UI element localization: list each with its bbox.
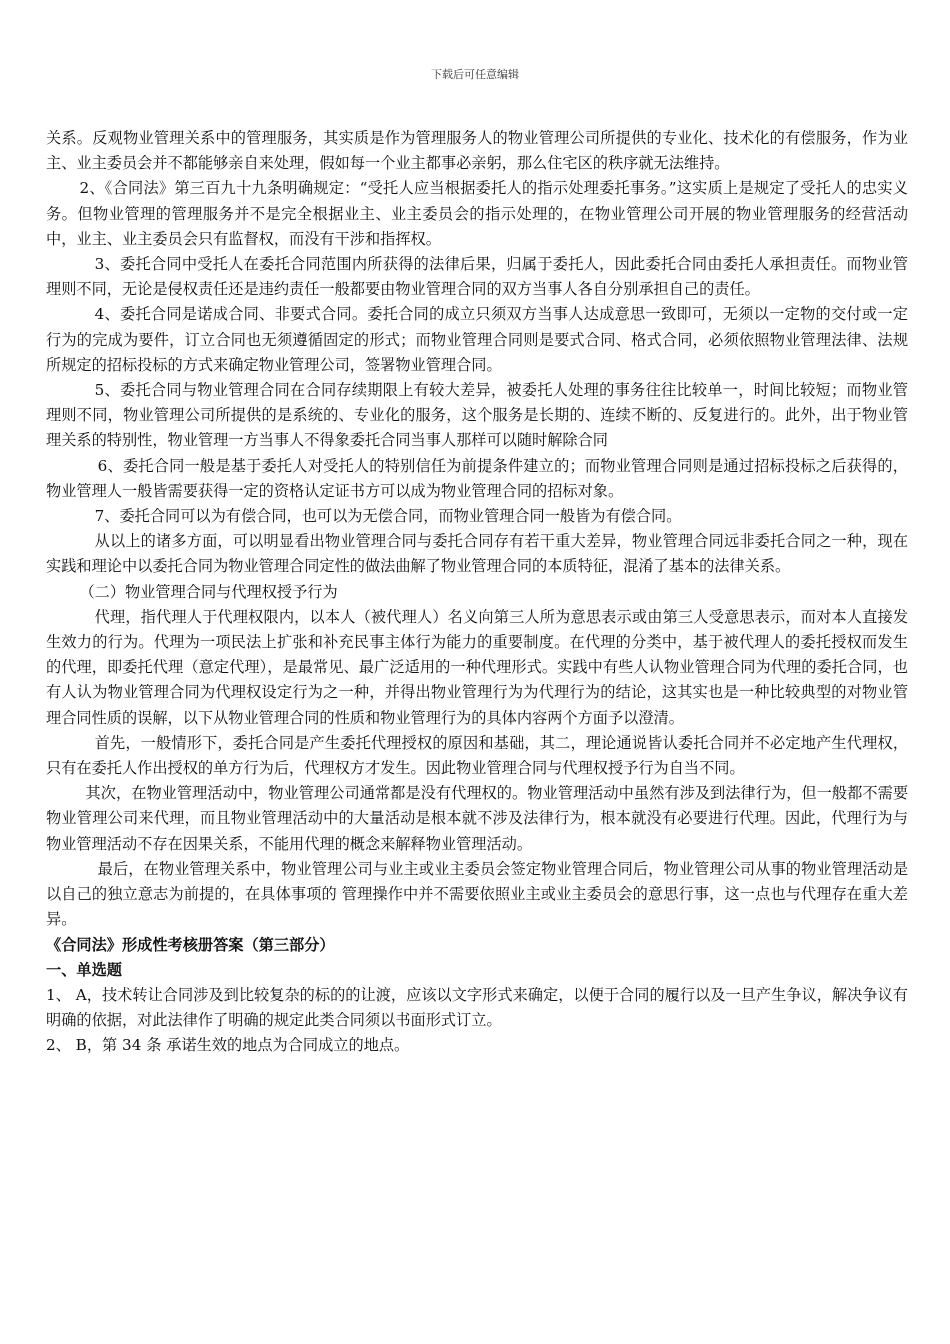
answer-item: 2、 B，第 34 条 承诺生效的地点为合同成立的地点。: [46, 1036, 410, 1055]
paragraph: 首先，一般情形下，委托合同是产生委托代理授权的原因和基础，其二，理论通说皆认委托合同并不必定地产生代理权，只有在委托人作出授权的单方行为后，代理权方才发生。因此物业管理合同与代理权授予行为自当不同。: [46, 733, 908, 778]
paragraph: 3、委托合同中受托人在委托合同范围内所获得的法律后果，归属于委托人，因此委托合同由委托人承担责任。而物业管理则不同，无论是侵权责任还是违约责任一般都要由物业管理合同的双方当事人各自分别承担自己的责任。: [46, 255, 908, 299]
part-title: 《合同法》形成性考核册答案（第三部分）: [46, 935, 335, 954]
section-heading: （二）物业管理合同与代理权授予行为: [79, 582, 338, 601]
page-header: 下载后可任意编辑: [431, 68, 519, 81]
paragraph: 最后，在物业管理关系中，物业管理公司与业主或业主委员会签定物业管理合同后，物业管理公司从事的物业管理活动是以自己的独立意志为前提的，在具体事项的 管理操作中并不需要依照业主或业主委员会的意思行事，这一点也与代理存在重大差异。: [46, 859, 908, 929]
subsection-title: 一、单选题: [46, 960, 122, 979]
paragraph: 4、委托合同是诺成合同、非要式合同。委托合同的成立只须双方当事人达成意思一致即可，无须以一定物的交付或一定行为的完成为要件，订立合同也无须遵循固定的形式；而物业管理合同则是要式合同、格式合同，必须依照物业管理法律、法规所规定的招标投标的方式来确定物业管理公司，签署物业管理合同。: [46, 305, 908, 374]
paragraph: 7、委托合同可以为有偿合同，也可以为无偿合同，而物业管理合同一般皆为有偿合同。: [94, 507, 682, 526]
paragraph: 5、委托合同与物业管理合同在合同存续期限上有较大差异，被委托人处理的事务往往比较单一，时间比较短；而物业管理则不同，物业管理公司所提供的是系统的、专业化的服务，这个服务是长期的、连续不断的、反复进行的。此外，出于物业管理关系的特别性，物业管理一方当事人不得象委托合同当事人那样可以随时解除合同: [46, 381, 908, 450]
paragraph: 从以上的诸多方面，可以明显看出物业管理合同与委托合同存有若干重大差异，物业管理合同远非委托合同之一种，现在实践和理论中以委托合同为物业管理合同定性的做法曲解了物业管理合同的本质特征，混淆了基本的法律关系。: [46, 532, 908, 576]
document-body: [46, 126, 908, 1059]
paragraph: 关系。反观物业管理关系中的管理服务，其实质是作为管理服务人的物业管理公司所提供的专业化、技术化的有偿服务，作为业主、业主委员会并不都能够亲自来处理，假如每一个业主都事必亲躬，那么住宅区的秩序就无法维持。: [46, 129, 908, 173]
paragraph: 2、《合同法》第三百九十九条明确规定：“受托人应当根据委托人的指示处理委托事务。”这实质上是规定了受托人的忠实义务。但物业管理的管理服务并不是完全根据业主、业主委员会的指示处理的，在物业管理公司开展的物业管理服务的经营活动中，业主、业主委员会只有监督权，而没有干涉和指挥权。: [46, 179, 908, 248]
paragraph: 6、委托合同一般是基于委托人对受托人的特别信任为前提条件建立的；而物业管理合同则是通过招标投标之后获得的，物业管理人一般皆需要获得一定的资格认定证书方可以成为物业管理合同的招标对象。: [46, 456, 908, 500]
paragraph: 代理，指代理人于代理权限内，以本人（被代理人）名义向第三人所为意思表示或由第三人受意思表示，而对本人直接发生效力的行为。代理为一项民法上扩张和补充民事主体行为能力的重要制度。在代理的分类中，基于被代理人的委托授权而发生的代理，即委托代理（意定代理），是最常见、最广泛适用的一种代理形式。实践中有些人认物业管理合同为代理的委托合同，也有人认为物业管理合同为代理权设定行为之一种，并得出物业管理行为为代理行为的结论，这其实也是一种比较典型的对物业管理合同性质的误解，以下从物业管理合同的性质和物业管理行为的具体内容两个方面予以澄清。: [46, 607, 908, 727]
answer-item: 1、 A，技术转让合同涉及到比较复杂的标的的让渡，应该以文字形式来确定，以便于合同的履行以及一旦产生争议，解决争议有明确的依据，对此法律作了明确的规定此类合同须以书面形式订立。: [46, 985, 908, 1030]
paragraph: 其次，在物业管理活动中，物业管理公司通常都是没有代理权的。物业管理活动中虽然有涉及到法律行为，但一般都不需要物业管理公司来代理，而且物业管理活动中的大量活动是根本就不涉及法律行为，根本就没有必要进行代理。因此，代理行为与物业管理活动不存在因果关系，不能用代理的概念来解释物业管理活动。: [46, 784, 908, 853]
